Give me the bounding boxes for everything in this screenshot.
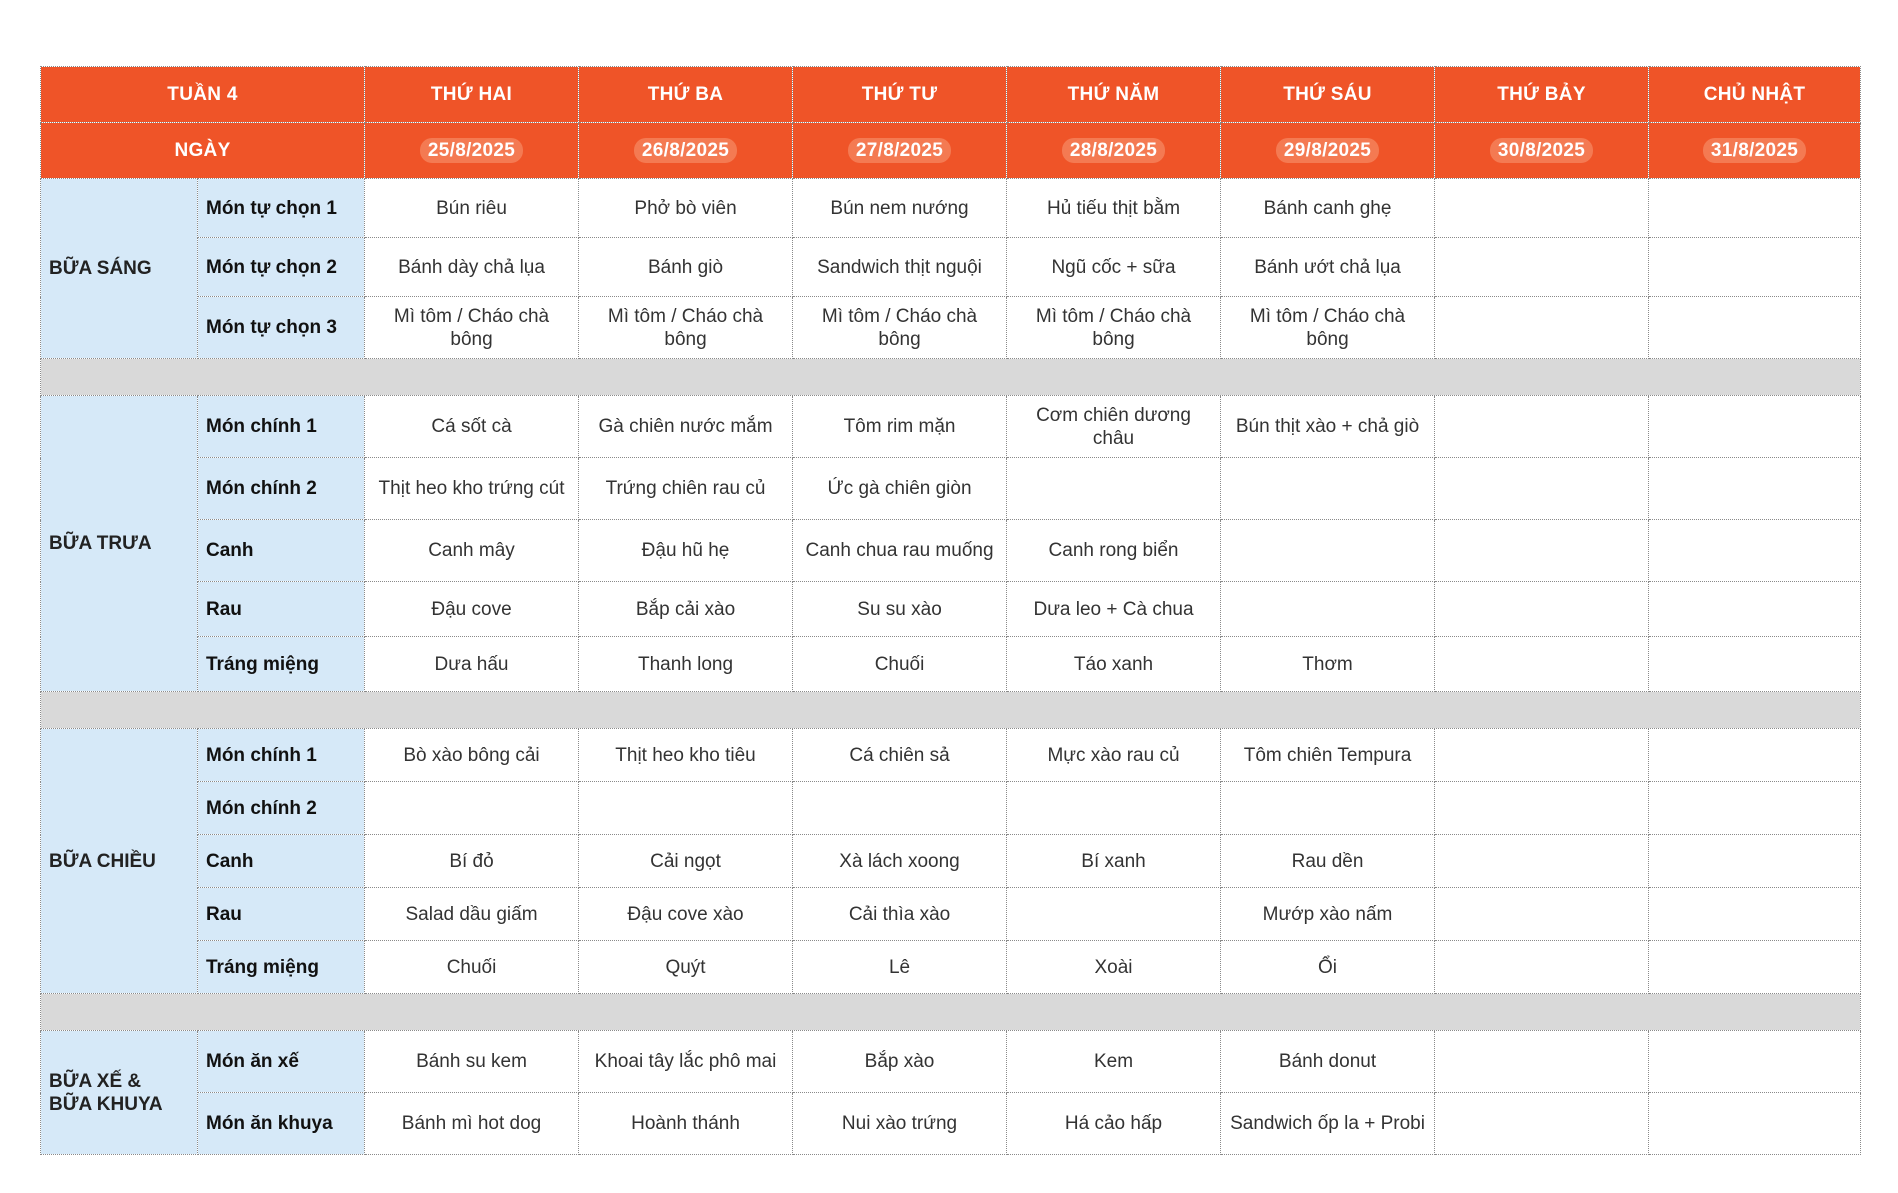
date-thu: 28/8/2025 [1062, 138, 1165, 163]
menu-cell: Trứng chiên rau củ [579, 458, 793, 520]
menu-cell [1007, 888, 1221, 941]
menu-cell: Bắp cải xào [579, 582, 793, 637]
menu-cell: Bánh ướt chả lụa [1221, 238, 1435, 297]
dish-label: Món tự chọn 1 [198, 179, 365, 238]
dish-label: Canh [198, 520, 365, 582]
separator-cell [41, 359, 1861, 396]
menu-cell: Mì tôm / Cháo chà bông [579, 297, 793, 359]
menu-cell: Bánh canh ghẹ [1221, 179, 1435, 238]
day-name-wed: THỨ TƯ [793, 67, 1007, 123]
menu-cell: Mướp xào nấm [1221, 888, 1435, 941]
menu-cell [1435, 520, 1649, 582]
menu-cell: Sandwich ốp la + Probi [1221, 1093, 1435, 1155]
dish-label: Tráng miệng [198, 637, 365, 692]
table-row [41, 835, 1861, 888]
menu-cell [1649, 888, 1861, 941]
menu-cell: Salad dầu giấm [365, 888, 579, 941]
menu-cell [1221, 582, 1435, 637]
date-cell [1221, 123, 1435, 179]
menu-cell: Bắp xào [793, 1031, 1007, 1093]
separator-cell [41, 692, 1861, 729]
menu-cell: Mì tôm / Cháo chà bông [793, 297, 1007, 359]
table-row [41, 729, 1861, 782]
menu-cell: Mì tôm / Cháo chà bông [1221, 297, 1435, 359]
menu-cell [365, 782, 579, 835]
meal-label-bua-chieu: BỮA CHIỀU [41, 729, 198, 994]
menu-cell [1435, 179, 1649, 238]
menu-cell: Canh rong biển [1007, 520, 1221, 582]
table-row [41, 637, 1861, 692]
day-header-row [41, 67, 1861, 123]
menu-cell [1649, 637, 1861, 692]
menu-cell [1649, 835, 1861, 888]
menu-cell: Mì tôm / Cháo chà bông [1007, 297, 1221, 359]
dish-label: Rau [198, 582, 365, 637]
menu-body [41, 67, 1861, 1155]
menu-cell [1435, 582, 1649, 637]
menu-cell [1435, 458, 1649, 520]
date-cell [579, 123, 793, 179]
date-cell [1649, 123, 1861, 179]
table-row [41, 782, 1861, 835]
date-cell [1435, 123, 1649, 179]
dish-label: Món chính 1 [198, 396, 365, 458]
menu-cell [1221, 458, 1435, 520]
dish-label: Món chính 2 [198, 782, 365, 835]
menu-cell [1649, 179, 1861, 238]
date-header-row [41, 123, 1861, 179]
table-row [41, 396, 1861, 458]
date-fri: 29/8/2025 [1276, 138, 1379, 163]
menu-cell: Cải ngọt [579, 835, 793, 888]
menu-cell: Xà lách xoong [793, 835, 1007, 888]
date-sun: 31/8/2025 [1703, 138, 1806, 163]
menu-cell: Gà chiên nước mắm [579, 396, 793, 458]
menu-cell: Đậu hũ hẹ [579, 520, 793, 582]
menu-cell [1649, 582, 1861, 637]
menu-cell: Bánh mì hot dog [365, 1093, 579, 1155]
menu-cell [1221, 520, 1435, 582]
menu-cell: Su su xào [793, 582, 1007, 637]
menu-cell [1221, 782, 1435, 835]
menu-cell [1435, 729, 1649, 782]
date-cell [1007, 123, 1221, 179]
meal-label-bua-sang: BỮA SÁNG [41, 179, 198, 359]
menu-cell: Thơm [1221, 637, 1435, 692]
menu-cell [1435, 297, 1649, 359]
menu-cell: Thịt heo kho tiêu [579, 729, 793, 782]
menu-cell [1649, 782, 1861, 835]
table-row [41, 520, 1861, 582]
menu-cell [1007, 782, 1221, 835]
menu-cell: Bún thịt xào + chả giò [1221, 396, 1435, 458]
menu-cell [1007, 458, 1221, 520]
dish-label: Tráng miệng [198, 941, 365, 994]
date-cell [365, 123, 579, 179]
menu-cell [1649, 1031, 1861, 1093]
day-name-fri: THỨ SÁU [1221, 67, 1435, 123]
menu-cell [1649, 1093, 1861, 1155]
menu-cell: Canh mây [365, 520, 579, 582]
menu-cell: Dưa hấu [365, 637, 579, 692]
menu-cell [1435, 888, 1649, 941]
menu-cell [1435, 1093, 1649, 1155]
day-name-sun: CHỦ NHẬT [1649, 67, 1861, 123]
meal-label-bua-xe-bua-khuya: BỮA XẾ & BỮA KHUYA [41, 1031, 198, 1155]
menu-cell: Táo xanh [1007, 637, 1221, 692]
dish-label: Món chính 1 [198, 729, 365, 782]
menu-cell: Bánh su kem [365, 1031, 579, 1093]
day-name-tue: THỨ BA [579, 67, 793, 123]
menu-cell [1435, 396, 1649, 458]
menu-cell [1435, 835, 1649, 888]
menu-cell: Bún nem nướng [793, 179, 1007, 238]
menu-cell: Nui xào trứng [793, 1093, 1007, 1155]
dish-label: Rau [198, 888, 365, 941]
menu-cell: Bánh dày chả lụa [365, 238, 579, 297]
menu-cell: Sandwich thịt nguội [793, 238, 1007, 297]
day-name-sat: THỨ BẢY [1435, 67, 1649, 123]
weekly-menu-table [40, 66, 1861, 1155]
meal-separator [41, 692, 1861, 729]
menu-cell: Dưa leo + Cà chua [1007, 582, 1221, 637]
dish-label: Món tự chọn 2 [198, 238, 365, 297]
menu-cell: Cá chiên sả [793, 729, 1007, 782]
menu-cell: Cơm chiên dương châu [1007, 396, 1221, 458]
menu-cell: Bánh donut [1221, 1031, 1435, 1093]
dish-label: Món ăn khuya [198, 1093, 365, 1155]
menu-cell [1649, 520, 1861, 582]
table-row [41, 297, 1861, 359]
menu-cell: Xoài [1007, 941, 1221, 994]
menu-cell: Canh chua rau muống [793, 520, 1007, 582]
menu-cell [1649, 729, 1861, 782]
menu-cell [1649, 941, 1861, 994]
menu-cell: Cải thìa xào [793, 888, 1007, 941]
menu-cell: Khoai tây lắc phô mai [579, 1031, 793, 1093]
menu-cell: Tôm chiên Tempura [1221, 729, 1435, 782]
menu-cell: Bí đỏ [365, 835, 579, 888]
table-row [41, 1093, 1861, 1155]
menu-cell: Bí xanh [1007, 835, 1221, 888]
menu-cell [1435, 238, 1649, 297]
date-wed: 27/8/2025 [848, 138, 951, 163]
day-name-thu: THỨ NĂM [1007, 67, 1221, 123]
menu-cell: Chuối [365, 941, 579, 994]
menu-cell: Hủ tiếu thịt bằm [1007, 179, 1221, 238]
menu-cell: Ngũ cốc + sữa [1007, 238, 1221, 297]
date-cell [793, 123, 1007, 179]
date-tue: 26/8/2025 [634, 138, 737, 163]
menu-cell: Bánh giò [579, 238, 793, 297]
menu-cell [1649, 297, 1861, 359]
menu-cell: Bún riêu [365, 179, 579, 238]
menu-cell: Mực xào rau củ [1007, 729, 1221, 782]
menu-cell: Chuối [793, 637, 1007, 692]
menu-cell: Quýt [579, 941, 793, 994]
menu-cell: Cá sốt cà [365, 396, 579, 458]
menu-cell: Thanh long [579, 637, 793, 692]
meal-separator [41, 359, 1861, 396]
menu-cell: Rau dền [1221, 835, 1435, 888]
table-row [41, 238, 1861, 297]
dish-label: Món ăn xế [198, 1031, 365, 1093]
menu-cell [1435, 782, 1649, 835]
menu-cell: Bò xào bông cải [365, 729, 579, 782]
menu-cell: Ổi [1221, 941, 1435, 994]
menu-cell: Đậu cove [365, 582, 579, 637]
meal-label-bua-trua: BỮA TRƯA [41, 396, 198, 692]
menu-cell [579, 782, 793, 835]
day-name-mon: THỨ HAI [365, 67, 579, 123]
menu-cell: Phở bò viên [579, 179, 793, 238]
menu-cell [1435, 941, 1649, 994]
dish-label: Món chính 2 [198, 458, 365, 520]
dish-label: Món tự chọn 3 [198, 297, 365, 359]
menu-cell [1649, 458, 1861, 520]
week-label: TUẦN 4 [41, 67, 365, 123]
date-label: NGÀY [41, 123, 365, 179]
menu-cell: Tôm rim mặn [793, 396, 1007, 458]
table-row [41, 582, 1861, 637]
menu-cell: Lê [793, 941, 1007, 994]
menu-cell [1649, 396, 1861, 458]
date-sat: 30/8/2025 [1490, 138, 1593, 163]
table-row [41, 458, 1861, 520]
menu-cell [793, 782, 1007, 835]
table-row [41, 941, 1861, 994]
menu-cell [1435, 1031, 1649, 1093]
menu-cell: Kem [1007, 1031, 1221, 1093]
menu-cell: Thịt heo kho trứng cút [365, 458, 579, 520]
menu-cell: Há cảo hấp [1007, 1093, 1221, 1155]
menu-cell: Hoành thánh [579, 1093, 793, 1155]
menu-cell: Ức gà chiên giòn [793, 458, 1007, 520]
dish-label: Canh [198, 835, 365, 888]
table-row [41, 888, 1861, 941]
menu-cell [1649, 238, 1861, 297]
menu-cell [1435, 637, 1649, 692]
meal-separator [41, 994, 1861, 1031]
menu-cell: Đậu cove xào [579, 888, 793, 941]
table-row [41, 1031, 1861, 1093]
menu-cell: Mì tôm / Cháo chà bông [365, 297, 579, 359]
table-row [41, 179, 1861, 238]
separator-cell [41, 994, 1861, 1031]
date-mon: 25/8/2025 [420, 138, 523, 163]
